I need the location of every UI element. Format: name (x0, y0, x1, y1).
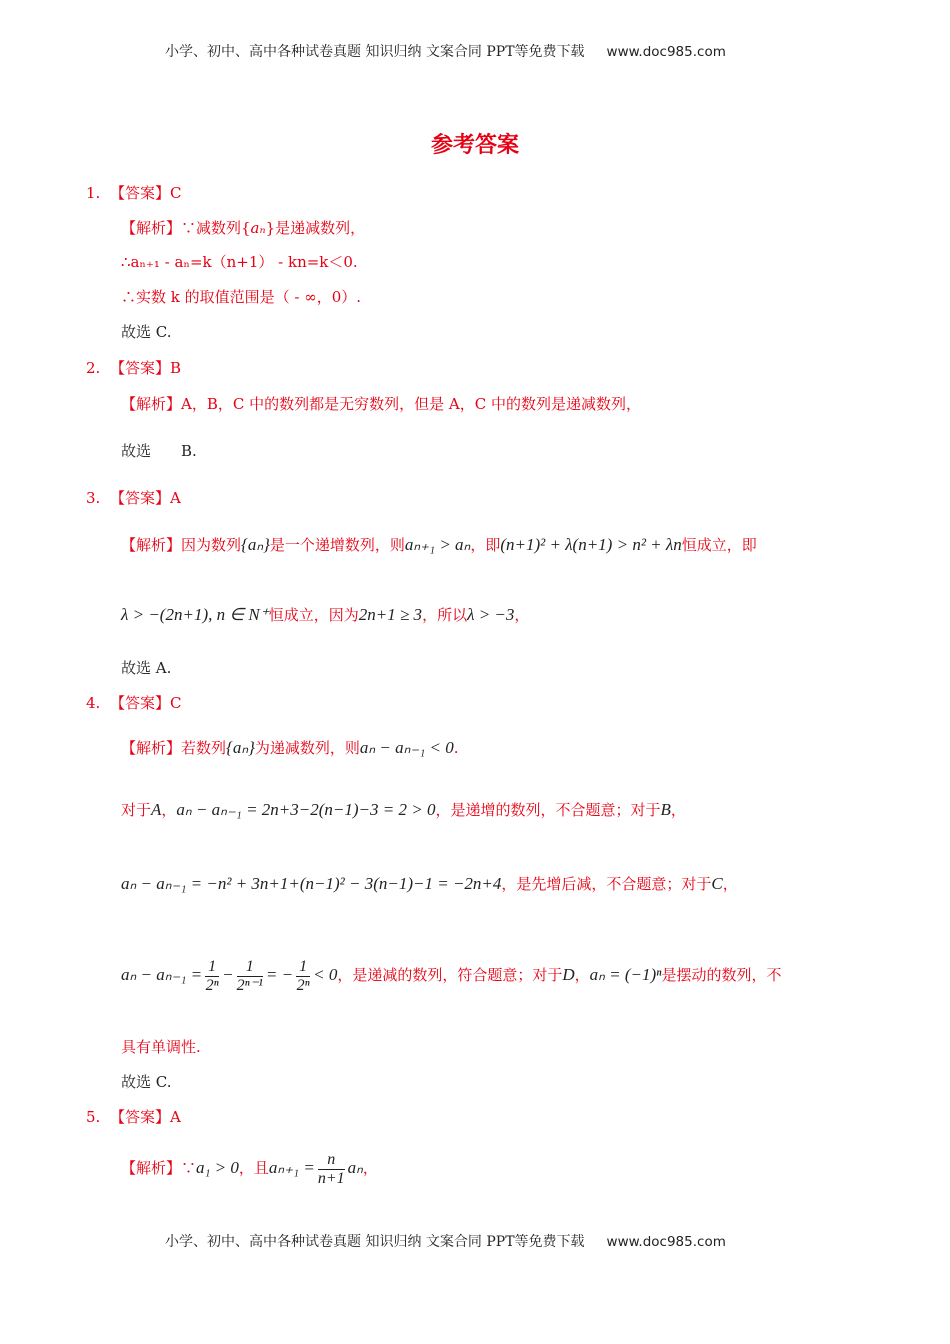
t: ， (670, 801, 686, 819)
q4-analysis (121, 738, 459, 758)
fraction (296, 958, 310, 995)
q1-line2: ∴aₙ₊₁ - aₙ=k（n+1） - kn=k＜0. (121, 253, 358, 271)
q4-line3 (121, 874, 738, 894)
math: < 0 (313, 965, 338, 984)
q4-number: 4. (86, 694, 101, 712)
t: 【解析】∵ (121, 1159, 197, 1177)
fraction (318, 1151, 345, 1188)
t: 为递减数列，则 (254, 739, 360, 757)
q4-line4 (121, 955, 782, 995)
q3-answer: 【答案】A (110, 489, 181, 507)
math: λ > −(2n+1), n ∈ N⁺ (121, 605, 269, 624)
math: aₙ − aₙ₋₁ = 2n+3−2(n−1)−3 = 2 > 0 (176, 800, 436, 819)
t: 【解析】∵减数列{ (121, 219, 251, 237)
math: a₁ > 0 (196, 1158, 239, 1177)
numerator: 1 (205, 958, 219, 977)
math: {aₙ} (226, 738, 255, 757)
math: aₙ = (−1)ⁿ (589, 965, 662, 984)
math: = − (265, 965, 294, 984)
denominator: n+1 (317, 1169, 345, 1187)
t: ，是递增的数列，不合题意；对于 (435, 801, 661, 819)
fraction (237, 958, 263, 995)
math: aₙ − aₙ₋₁ = (121, 965, 203, 984)
q4-line2 (121, 800, 686, 820)
header-text: 小学、初中、高中各种试卷真题 知识归纳 文案合同 PPT等免费下载 (165, 44, 585, 60)
fraction (205, 958, 219, 995)
q4-choice: 故选 C. (121, 1073, 172, 1091)
t: 对于 (121, 801, 152, 819)
footer-text: 小学、初中、高中各种试卷真题 知识归纳 文案合同 PPT等免费下载 (165, 1234, 585, 1250)
math: B (660, 800, 671, 819)
denominator: 2ⁿ⁻¹ (236, 976, 263, 994)
t: ，是递减的数列，符合题意；对于 (337, 966, 563, 984)
numerator: 1 (296, 958, 310, 977)
q3-line2 (121, 605, 529, 625)
math: 2n+1 ≥ 3 (358, 605, 423, 624)
t: 【解析】若数列 (121, 739, 227, 757)
math: A (151, 800, 162, 819)
math: − (222, 965, 234, 984)
q5-answer: 【答案】A (110, 1108, 181, 1126)
q3-choice: 故选 A. (121, 659, 172, 677)
math: aₙ₊₁ > aₙ (404, 535, 471, 554)
t: ， (722, 875, 738, 893)
math: aₙ − aₙ₋₁ = −n² + 3n+1+(n−1)² − 3(n−1)−1 = −2n+4 (121, 874, 502, 893)
q1-number: 1. (86, 184, 101, 202)
t: . (453, 739, 459, 757)
numerator: 1 (237, 958, 263, 977)
q5-number: 5. (86, 1108, 101, 1126)
t: ，所以 (422, 606, 468, 624)
t: 是摆动的数列，不 (661, 966, 782, 984)
t: ，是先增后减，不合题意；对于 (501, 875, 712, 893)
q2-analysis: 【解析】A，B，C 中的数列都是无穷数列，但是 A，C 中的数列是递减数列， (121, 395, 641, 413)
page-title: 参考答案 (430, 133, 519, 158)
denominator: 2ⁿ (296, 976, 310, 994)
t: }是递减数列， (265, 219, 366, 237)
t: ， (574, 966, 590, 984)
t: 恒成立，因为 (268, 606, 359, 624)
page-footer (165, 1231, 726, 1251)
math: {aₙ} (241, 535, 270, 554)
q2-choice: 故选 B. (121, 442, 197, 460)
q3-number: 3. (86, 489, 101, 507)
q1-answer: 【答案】C (110, 184, 182, 202)
math: D (562, 965, 575, 984)
q2-answer: 【答案】B (110, 359, 182, 377)
page-header (165, 41, 726, 61)
t: ， (514, 606, 530, 624)
t: ， (161, 801, 177, 819)
q1-analysis (121, 218, 365, 238)
t: 恒成立，即 (681, 536, 757, 554)
q4-answer: 【答案】C (110, 694, 182, 712)
q1-choice: 故选 C. (121, 323, 172, 341)
math: aₙ₊₁ = (268, 1158, 315, 1177)
q1-line3: ∴实数 k 的取值范围是（ - ∞，0）. (121, 288, 362, 306)
t: 是一个递增数列，则 (269, 536, 405, 554)
t: ， (362, 1159, 378, 1177)
q4-line5: 具有单调性. (121, 1038, 201, 1056)
math: λ > −3 (467, 605, 515, 624)
math: (n+1)² + λ(n+1) > n² + λn (500, 535, 682, 554)
math: C (711, 874, 723, 893)
numerator: n (318, 1151, 345, 1170)
q3-analysis (121, 535, 757, 555)
t: ，即 (470, 536, 501, 554)
denominator: 2ⁿ (205, 976, 219, 994)
math: aₙ (347, 1158, 363, 1177)
t: aₙ (250, 219, 266, 237)
header-url: www.doc985.com (606, 44, 726, 60)
footer-url: www.doc985.com (606, 1234, 726, 1250)
t: ，且 (238, 1159, 269, 1177)
q5-analysis (121, 1148, 378, 1188)
t: 【解析】因为数列 (121, 536, 242, 554)
math: aₙ − aₙ₋₁ < 0 (359, 738, 454, 757)
q2-number: 2. (86, 359, 101, 377)
